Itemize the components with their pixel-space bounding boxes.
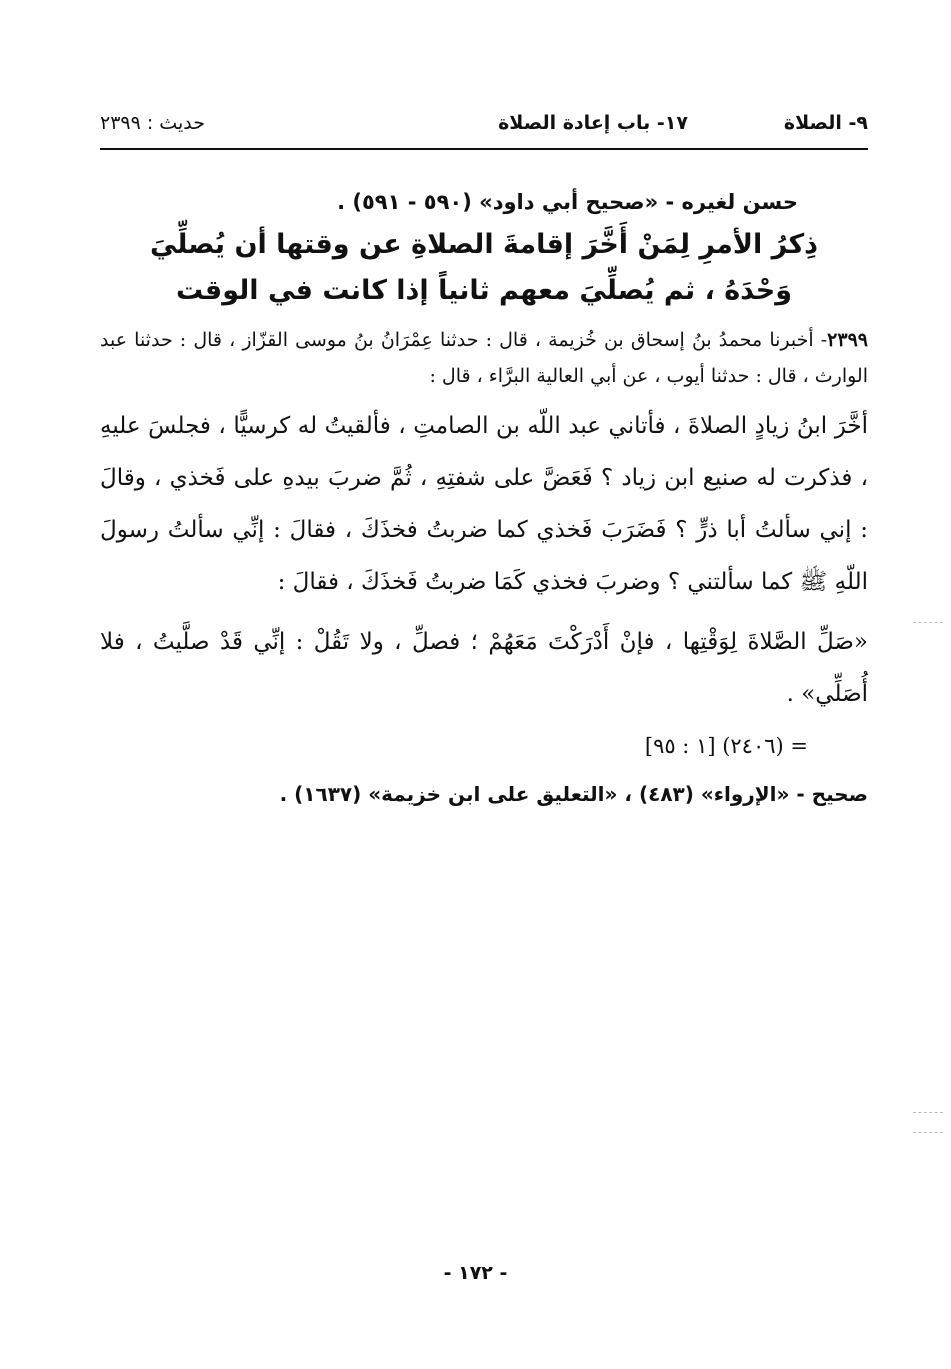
chapter-heading-line-1: ذِكرُ الأمرِ لِمَنْ أَخَّرَ إقامةَ الصلاةِ عن وقتها أن يُصلِّيَ <box>149 229 819 260</box>
hadith-narration: أخَّرَ ابنُ زيادٍ الصلاةَ ، فأتاني عبد اللّه بن الصامتِ ، فألقيتُ له كرسيًّا ، فجلسَ عليهِ ، فذكرت له صنيع ابن زياد ؟ فَعَضَّ على شفتِهِ ، ثُمَّ ضربَ بيدهِ على فَخذي ، وقالَ : إني سألتُ أبا ذرٍّ ؟ فَضَرَبَ فَخذي كما ضربتُ فخذَكَ ، فقالَ : إنِّي سألتُ رسولَ اللّهِ ﷺ كما سألتني ؟ وضربَ فخذي كَمَا ضربتُ فَخذَكَ ، فقالَ : <box>100 413 868 595</box>
hadith-quote: «صَلِّ الصَّلاةَ لِوَقْتِها ، فإنْ أَدْرَكْتَ مَعَهُمْ ؛ فصلِّ ، ولا تَقُلْ : إنِّي قَدْ صلَّيتُ ، فلا أُصَلِّي» . <box>100 629 868 707</box>
hadith-chain <box>100 322 868 394</box>
book-section-label: ٩- الصلاة <box>783 112 868 134</box>
page-body <box>100 190 868 814</box>
page-number: - ١٧٢ - <box>443 1262 508 1284</box>
chapter-heading <box>100 222 868 314</box>
chapter-label: ١٧- باب إعادة الصلاة <box>498 112 688 134</box>
header-rule <box>100 148 868 150</box>
previous-hadith-grading: حسن لغيره - «صحيح أبي داود» (٥٩٠ - ٥٩١) . <box>337 190 798 214</box>
scan-margin-mark <box>913 1112 943 1113</box>
hadith-grading: صحيح - «الإرواء» (٤٨٣) ، «التعليق على ابن خزيمة» (١٦٣٧) . <box>279 782 868 806</box>
chapter-heading-line-2: وَحْدَهُ ، ثم يُصلِّيَ معهم ثانياً إذا كانت في الوقت <box>175 275 793 306</box>
scan-margin-mark <box>913 622 943 623</box>
hadith-chain-text: - أخبرنا محمدُ بنُ إسحاق بن خُزيمة ، قال : حدثنا عِمْرَانُ بنُ موسى القزّاز ، قال : حدثنا عبد الوارث ، قال : حدثنا أيوب ، عن أبي العالية البرَّاء ، قال : <box>100 329 868 387</box>
running-header <box>100 112 868 148</box>
hadith-number: ٢٣٩٩ <box>827 329 868 351</box>
hadith-number-label: حديث : ٢٣٩٩ <box>100 112 205 134</box>
scan-margin-mark <box>913 1132 943 1133</box>
cross-reference: = (٢٤٠٦) [١ : ٩٥] <box>644 734 808 758</box>
